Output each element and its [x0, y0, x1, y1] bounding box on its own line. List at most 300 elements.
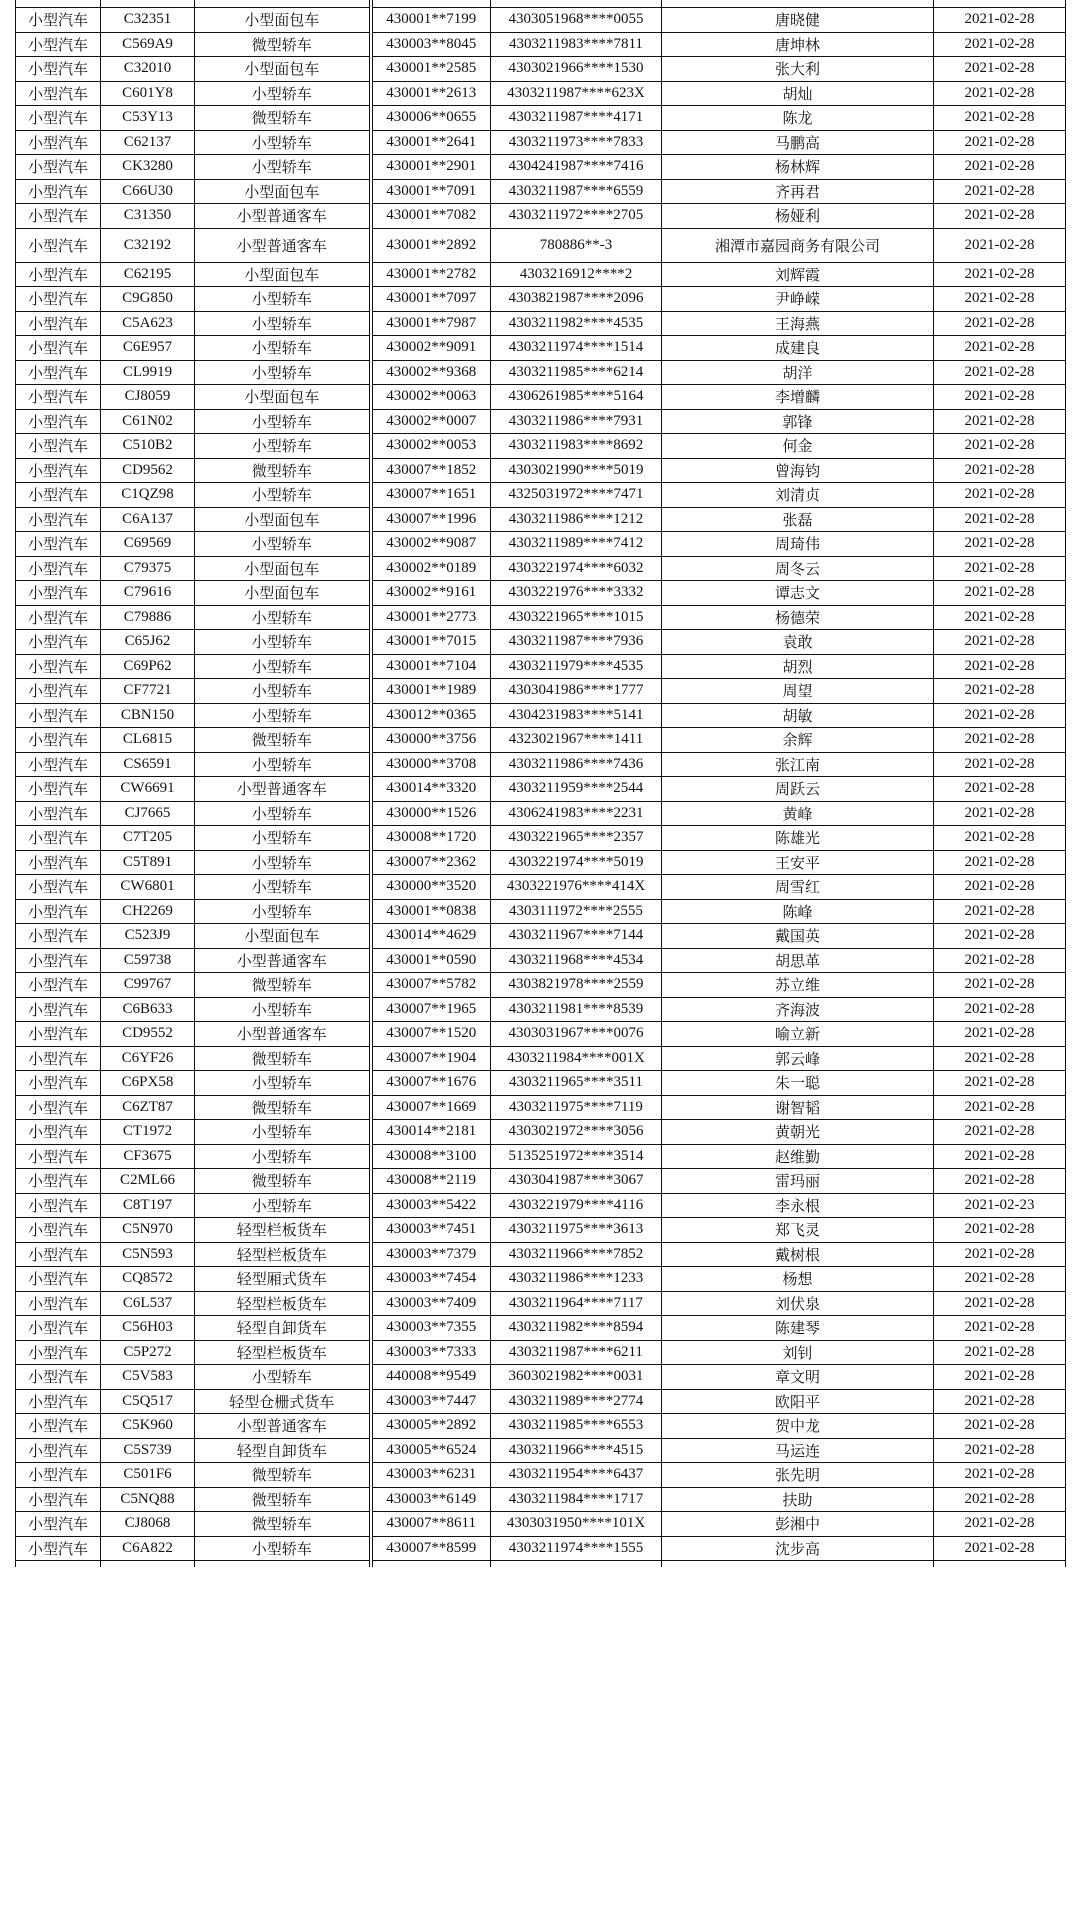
- date-cell: 2021-02-28: [934, 630, 1066, 655]
- vehicle-model-cell: 轻型厢式货车: [195, 1267, 371, 1292]
- plate-number-cell: C501F6: [101, 1463, 195, 1488]
- vehicle-type-cell: 小型汽车: [16, 1389, 101, 1414]
- date-cell: 2021-02-28: [934, 1463, 1066, 1488]
- id-number-cell: 4303211974****1514: [491, 336, 662, 361]
- date-cell: 2021-02-28: [934, 262, 1066, 287]
- owner-name-cell: 唐晓健: [662, 8, 934, 33]
- date-cell: 2021-02-28: [934, 752, 1066, 777]
- plate-number-cell: C9G850: [101, 287, 195, 312]
- vehicle-model-cell: 小型轿车: [195, 434, 371, 459]
- vehicle-type-cell: 小型汽车: [16, 875, 101, 900]
- owner-name-cell: 贺中龙: [662, 1414, 934, 1439]
- plate-number-cell: C5Q517: [101, 1389, 195, 1414]
- vehicle-model-cell: 小型轿车: [195, 605, 371, 630]
- owner-name-cell: 齐再君: [662, 179, 934, 204]
- plate-number-cell: C601Y8: [101, 81, 195, 106]
- vehicle-type-cell: 小型汽车: [16, 155, 101, 180]
- vehicle-model-cell: 小型轿车: [195, 654, 371, 679]
- code-cell: 430000**3520: [371, 875, 491, 900]
- id-number-cell: 4304241987****7416: [491, 155, 662, 180]
- owner-name-cell: 马运连: [662, 1438, 934, 1463]
- table-row: [16, 483, 1066, 508]
- id-number-cell: 4303211986****7931: [491, 409, 662, 434]
- vehicle-model-cell: 小型面包车: [195, 924, 371, 949]
- plate-number-cell: C61N02: [101, 409, 195, 434]
- owner-name-cell: 欧阳平: [662, 1389, 934, 1414]
- table-row: [16, 1316, 1066, 1341]
- vehicle-model-cell: 小型轿车: [195, 81, 371, 106]
- vehicle-type-cell: 小型汽车: [16, 703, 101, 728]
- code-cell: 430001**2613: [371, 81, 491, 106]
- vehicle-model-cell: 轻型自卸货车: [195, 1316, 371, 1341]
- table-row: [16, 287, 1066, 312]
- empty-cell: [371, 1561, 491, 1568]
- table-row: [16, 532, 1066, 557]
- owner-name-cell: 郑飞灵: [662, 1218, 934, 1243]
- plate-number-cell: C5N593: [101, 1242, 195, 1267]
- code-cell: 430002**0189: [371, 556, 491, 581]
- plate-number-cell: CF7721: [101, 679, 195, 704]
- vehicle-type-cell: 小型汽车: [16, 1193, 101, 1218]
- code-cell: 430000**3708: [371, 752, 491, 777]
- vehicle-model-cell: 小型普通客车: [195, 1022, 371, 1047]
- date-cell: 2021-02-28: [934, 1267, 1066, 1292]
- id-number-cell: 4303211986****1212: [491, 507, 662, 532]
- date-cell: 2021-02-28: [934, 801, 1066, 826]
- plate-number-cell: C6L537: [101, 1291, 195, 1316]
- plate-number-cell: CK3280: [101, 155, 195, 180]
- table-row: [16, 1365, 1066, 1390]
- id-number-cell: 4303211981****8539: [491, 997, 662, 1022]
- id-number-cell: 5135251972****3514: [491, 1144, 662, 1169]
- vehicle-model-cell: 小型普通客车: [195, 228, 371, 262]
- plate-number-cell: C8T197: [101, 1193, 195, 1218]
- id-number-cell: 4303211974****1555: [491, 1536, 662, 1561]
- id-number-cell: 4323021967****1411: [491, 728, 662, 753]
- owner-name-cell: 扶助: [662, 1487, 934, 1512]
- vehicle-type-cell: 小型汽车: [16, 899, 101, 924]
- vehicle-model-cell: 小型轿车: [195, 630, 371, 655]
- table-row: [16, 57, 1066, 82]
- owner-name-cell: 胡灿: [662, 81, 934, 106]
- code-cell: 430002**0063: [371, 385, 491, 410]
- id-number-cell: 4303021990****5019: [491, 458, 662, 483]
- date-cell: 2021-02-28: [934, 605, 1066, 630]
- date-cell: 2021-02-28: [934, 1291, 1066, 1316]
- plate-number-cell: C5P272: [101, 1340, 195, 1365]
- vehicle-model-cell: 小型面包车: [195, 8, 371, 33]
- vehicle-model-cell: 微型轿车: [195, 1046, 371, 1071]
- vehicle-type-cell: 小型汽车: [16, 1487, 101, 1512]
- owner-name-cell: 余辉: [662, 728, 934, 753]
- id-number-cell: 4303211987****4171: [491, 106, 662, 131]
- code-cell: 430001**2892: [371, 228, 491, 262]
- plate-number-cell: CD9552: [101, 1022, 195, 1047]
- owner-name-cell: 苏立维: [662, 973, 934, 998]
- code-cell: 430003**7454: [371, 1267, 491, 1292]
- vehicle-type-cell: 小型汽车: [16, 458, 101, 483]
- table-row: [16, 1218, 1066, 1243]
- code-cell: 430007**1676: [371, 1071, 491, 1096]
- plate-number-cell: C62137: [101, 130, 195, 155]
- vehicle-type-cell: 小型汽车: [16, 948, 101, 973]
- vehicle-model-cell: 小型轿车: [195, 155, 371, 180]
- id-number-cell: 4303211986****7436: [491, 752, 662, 777]
- plate-number-cell: C53Y13: [101, 106, 195, 131]
- table-row: [16, 155, 1066, 180]
- id-number-cell: 4304231983****5141: [491, 703, 662, 728]
- vehicle-type-cell: 小型汽车: [16, 311, 101, 336]
- plate-number-cell: C59738: [101, 948, 195, 973]
- code-cell: 430001**7082: [371, 204, 491, 229]
- plate-number-cell: C569A9: [101, 32, 195, 57]
- date-cell: 2021-02-28: [934, 1536, 1066, 1561]
- vehicle-type-cell: 小型汽车: [16, 1438, 101, 1463]
- owner-name-cell: 尹峥嵘: [662, 287, 934, 312]
- date-cell: 2021-02-28: [934, 850, 1066, 875]
- id-number-cell: 4303221976****3332: [491, 581, 662, 606]
- id-number-cell: 4303221979****4116: [491, 1193, 662, 1218]
- table-row: [16, 1389, 1066, 1414]
- owner-name-cell: 齐海波: [662, 997, 934, 1022]
- table-row: [16, 556, 1066, 581]
- vehicle-model-cell: 轻型栏板货车: [195, 1242, 371, 1267]
- owner-name-cell: 袁敢: [662, 630, 934, 655]
- owner-name-cell: 郭云峰: [662, 1046, 934, 1071]
- empty-cell: [101, 1561, 195, 1568]
- empty-cell: [662, 1561, 934, 1568]
- owner-name-cell: 沈步高: [662, 1536, 934, 1561]
- date-cell: 2021-02-28: [934, 1071, 1066, 1096]
- date-cell: 2021-02-28: [934, 556, 1066, 581]
- vehicle-type-cell: 小型汽车: [16, 1316, 101, 1341]
- vehicle-model-cell: 小型轿车: [195, 899, 371, 924]
- table-row: [16, 1169, 1066, 1194]
- empty-cell: [491, 0, 662, 8]
- owner-name-cell: 王海燕: [662, 311, 934, 336]
- code-cell: 430012**0365: [371, 703, 491, 728]
- plate-number-cell: C6ZT87: [101, 1095, 195, 1120]
- plate-number-cell: C6B633: [101, 997, 195, 1022]
- id-number-cell: 4303211986****1233: [491, 1267, 662, 1292]
- vehicle-type-cell: 小型汽车: [16, 1095, 101, 1120]
- table-row: [16, 850, 1066, 875]
- table-row: [16, 1022, 1066, 1047]
- owner-name-cell: 杨林辉: [662, 155, 934, 180]
- owner-name-cell: 陈雄光: [662, 826, 934, 851]
- vehicle-model-cell: 轻型栏板货车: [195, 1340, 371, 1365]
- table-row: [16, 1536, 1066, 1561]
- date-cell: 2021-02-28: [934, 1487, 1066, 1512]
- table-row: [16, 409, 1066, 434]
- vehicle-type-cell: 小型汽车: [16, 360, 101, 385]
- vehicle-type-cell: 小型汽车: [16, 1291, 101, 1316]
- vehicle-model-cell: 小型轿车: [195, 1120, 371, 1145]
- table-row: [16, 1291, 1066, 1316]
- code-cell: 430007**1852: [371, 458, 491, 483]
- date-cell: 2021-02-28: [934, 106, 1066, 131]
- vehicle-model-cell: 微型轿车: [195, 458, 371, 483]
- date-cell: 2021-02-28: [934, 81, 1066, 106]
- table-row: [16, 385, 1066, 410]
- plate-number-cell: CJ8059: [101, 385, 195, 410]
- owner-name-cell: 李永根: [662, 1193, 934, 1218]
- plate-number-cell: C69P62: [101, 654, 195, 679]
- date-cell: 2021-02-28: [934, 1120, 1066, 1145]
- owner-name-cell: 马鹏高: [662, 130, 934, 155]
- vehicle-type-cell: 小型汽车: [16, 507, 101, 532]
- owner-name-cell: 王安平: [662, 850, 934, 875]
- date-cell: 2021-02-28: [934, 875, 1066, 900]
- table-row: [16, 204, 1066, 229]
- owner-name-cell: 刘辉霞: [662, 262, 934, 287]
- table-row: [16, 1438, 1066, 1463]
- owner-name-cell: 成建良: [662, 336, 934, 361]
- table-row: [16, 1120, 1066, 1145]
- owner-name-cell: 章文明: [662, 1365, 934, 1390]
- plate-number-cell: CD9562: [101, 458, 195, 483]
- owner-name-cell: 戴树根: [662, 1242, 934, 1267]
- id-number-cell: 4303221974****5019: [491, 850, 662, 875]
- code-cell: 430003**7333: [371, 1340, 491, 1365]
- date-cell: 2021-02-28: [934, 458, 1066, 483]
- plate-number-cell: CJ7665: [101, 801, 195, 826]
- id-number-cell: 4303211973****7833: [491, 130, 662, 155]
- plate-number-cell: C6PX58: [101, 1071, 195, 1096]
- id-number-cell: 4303211979****4535: [491, 654, 662, 679]
- owner-name-cell: 杨娅利: [662, 204, 934, 229]
- vehicle-type-cell: 小型汽车: [16, 1536, 101, 1561]
- vehicle-model-cell: 小型轿车: [195, 752, 371, 777]
- code-cell: 430003**7379: [371, 1242, 491, 1267]
- owner-name-cell: 杨想: [662, 1267, 934, 1292]
- code-cell: 430007**8611: [371, 1512, 491, 1537]
- vehicle-type-cell: 小型汽车: [16, 409, 101, 434]
- id-number-cell: 3603021982****0031: [491, 1365, 662, 1390]
- id-number-cell: 4303211985****6553: [491, 1414, 662, 1439]
- id-number-cell: 4303211982****8594: [491, 1316, 662, 1341]
- owner-name-cell: 曾海钧: [662, 458, 934, 483]
- vehicle-type-cell: 小型汽车: [16, 204, 101, 229]
- code-cell: 430007**1520: [371, 1022, 491, 1047]
- table-row: [16, 507, 1066, 532]
- empty-cell: [101, 0, 195, 8]
- vehicle-type-cell: 小型汽车: [16, 777, 101, 802]
- table-row: [16, 752, 1066, 777]
- table-row: [16, 311, 1066, 336]
- code-cell: 430002**9368: [371, 360, 491, 385]
- plate-number-cell: C6E957: [101, 336, 195, 361]
- code-cell: 430003**7447: [371, 1389, 491, 1414]
- code-cell: 430001**0590: [371, 948, 491, 973]
- code-cell: 430014**2181: [371, 1120, 491, 1145]
- vehicle-model-cell: 小型面包车: [195, 556, 371, 581]
- code-cell: 430007**1996: [371, 507, 491, 532]
- vehicle-type-cell: 小型汽车: [16, 826, 101, 851]
- owner-name-cell: 郭锋: [662, 409, 934, 434]
- owner-name-cell: 张先明: [662, 1463, 934, 1488]
- code-cell: 430006**0655: [371, 106, 491, 131]
- id-number-cell: 4303211966****7852: [491, 1242, 662, 1267]
- vehicle-model-cell: 轻型自卸货车: [195, 1438, 371, 1463]
- code-cell: 430007**1965: [371, 997, 491, 1022]
- vehicle-model-cell: 小型面包车: [195, 262, 371, 287]
- code-cell: 430005**6524: [371, 1438, 491, 1463]
- id-number-cell: 4303211987****6559: [491, 179, 662, 204]
- code-cell: 430001**7097: [371, 287, 491, 312]
- vehicle-type-cell: 小型汽车: [16, 1046, 101, 1071]
- plate-number-cell: C5V583: [101, 1365, 195, 1390]
- id-number-cell: 4303211968****4534: [491, 948, 662, 973]
- plate-number-cell: CL9919: [101, 360, 195, 385]
- id-number-cell: 4303211959****2544: [491, 777, 662, 802]
- vehicle-type-cell: 小型汽车: [16, 434, 101, 459]
- owner-name-cell: 周跃云: [662, 777, 934, 802]
- date-cell: 2021-02-28: [934, 1316, 1066, 1341]
- vehicle-model-cell: 微型轿车: [195, 1169, 371, 1194]
- code-cell: 430001**7199: [371, 8, 491, 33]
- id-number-cell: 4303211983****8692: [491, 434, 662, 459]
- vehicle-model-cell: 小型面包车: [195, 507, 371, 532]
- owner-name-cell: 李增麟: [662, 385, 934, 410]
- id-number-cell: 4303041986****1777: [491, 679, 662, 704]
- vehicle-type-cell: 小型汽车: [16, 728, 101, 753]
- owner-name-cell: 谢智韬: [662, 1095, 934, 1120]
- id-number-cell: 4306241983****2231: [491, 801, 662, 826]
- code-cell: 430001**2782: [371, 262, 491, 287]
- id-number-cell: 4306261985****5164: [491, 385, 662, 410]
- table-row: [16, 630, 1066, 655]
- plate-number-cell: CW6801: [101, 875, 195, 900]
- id-number-cell: 4303216912****2: [491, 262, 662, 287]
- code-cell: 430000**3756: [371, 728, 491, 753]
- table-body: [16, 0, 1066, 1567]
- plate-number-cell: C6YF26: [101, 1046, 195, 1071]
- owner-name-cell: 胡洋: [662, 360, 934, 385]
- id-number-cell: 4303111972****2555: [491, 899, 662, 924]
- owner-name-cell: 刘伏泉: [662, 1291, 934, 1316]
- code-cell: 430001**7091: [371, 179, 491, 204]
- date-cell: 2021-02-28: [934, 483, 1066, 508]
- plate-number-cell: C6A137: [101, 507, 195, 532]
- table-row: [16, 179, 1066, 204]
- vehicle-type-cell: 小型汽车: [16, 1071, 101, 1096]
- vehicle-model-cell: 小型普通客车: [195, 777, 371, 802]
- table-row: [16, 1046, 1066, 1071]
- date-cell: 2021-02-28: [934, 1389, 1066, 1414]
- vehicle-model-cell: 小型轿车: [195, 997, 371, 1022]
- vehicle-model-cell: 小型轿车: [195, 703, 371, 728]
- plate-number-cell: C5NQ88: [101, 1487, 195, 1512]
- vehicle-type-cell: 小型汽车: [16, 679, 101, 704]
- date-cell: 2021-02-28: [934, 899, 1066, 924]
- code-cell: 430001**7104: [371, 654, 491, 679]
- vehicle-model-cell: 小型普通客车: [195, 948, 371, 973]
- vehicle-type-cell: 小型汽车: [16, 32, 101, 57]
- table-row: [16, 654, 1066, 679]
- id-number-cell: 4303211954****6437: [491, 1463, 662, 1488]
- id-number-cell: 4303031967****0076: [491, 1022, 662, 1047]
- plate-number-cell: CS6591: [101, 752, 195, 777]
- date-cell: 2021-02-28: [934, 581, 1066, 606]
- plate-number-cell: C1QZ98: [101, 483, 195, 508]
- date-cell: 2021-02-28: [934, 336, 1066, 361]
- code-cell: 430003**7409: [371, 1291, 491, 1316]
- date-cell: 2021-02-28: [934, 228, 1066, 262]
- id-number-cell: 4303211987****623X: [491, 81, 662, 106]
- vehicle-model-cell: 小型轿车: [195, 826, 371, 851]
- owner-name-cell: 赵维勤: [662, 1144, 934, 1169]
- date-cell: 2021-02-28: [934, 973, 1066, 998]
- vehicle-type-cell: 小型汽车: [16, 287, 101, 312]
- date-cell: 2021-02-28: [934, 948, 1066, 973]
- date-cell: 2021-02-28: [934, 1144, 1066, 1169]
- code-cell: 430002**9161: [371, 581, 491, 606]
- date-cell: 2021-02-28: [934, 924, 1066, 949]
- date-cell: 2021-02-28: [934, 777, 1066, 802]
- vehicle-model-cell: 小型轿车: [195, 287, 371, 312]
- code-cell: 430001**2641: [371, 130, 491, 155]
- vehicle-type-cell: 小型汽车: [16, 997, 101, 1022]
- vehicle-model-cell: 小型轿车: [195, 409, 371, 434]
- plate-number-cell: CJ8068: [101, 1512, 195, 1537]
- vehicle-type-cell: 小型汽车: [16, 106, 101, 131]
- owner-name-cell: 湘潭市嘉园商务有限公司: [662, 228, 934, 262]
- vehicle-type-cell: 小型汽车: [16, 1365, 101, 1390]
- empty-cell: [491, 1561, 662, 1568]
- owner-name-cell: 张江南: [662, 752, 934, 777]
- plate-number-cell: C79375: [101, 556, 195, 581]
- table-row: [16, 1463, 1066, 1488]
- vehicle-type-cell: 小型汽车: [16, 1242, 101, 1267]
- id-number-cell: 4303221976****414X: [491, 875, 662, 900]
- vehicle-model-cell: 小型轿车: [195, 1536, 371, 1561]
- table-row: [16, 605, 1066, 630]
- vehicle-type-cell: 小型汽车: [16, 262, 101, 287]
- date-cell: 2021-02-28: [934, 434, 1066, 459]
- vehicle-type-cell: 小型汽车: [16, 630, 101, 655]
- owner-name-cell: 胡敏: [662, 703, 934, 728]
- code-cell: 430008**3100: [371, 1144, 491, 1169]
- plate-number-cell: CBN150: [101, 703, 195, 728]
- vehicle-type-cell: 小型汽车: [16, 179, 101, 204]
- vehicle-type-cell: 小型汽车: [16, 532, 101, 557]
- code-cell: 430003**7451: [371, 1218, 491, 1243]
- owner-name-cell: 周冬云: [662, 556, 934, 581]
- id-number-cell: 4303211987****6211: [491, 1340, 662, 1365]
- empty-cell: [195, 0, 371, 8]
- table-row: [16, 801, 1066, 826]
- vehicle-type-cell: 小型汽车: [16, 483, 101, 508]
- date-cell: 2021-02-28: [934, 1095, 1066, 1120]
- table-row: [16, 581, 1066, 606]
- code-cell: 430001**0838: [371, 899, 491, 924]
- code-cell: 430003**6231: [371, 1463, 491, 1488]
- table-row: [16, 1071, 1066, 1096]
- owner-name-cell: 彭湘中: [662, 1512, 934, 1537]
- table-row: [16, 228, 1066, 262]
- table-row: [16, 973, 1066, 998]
- vehicle-model-cell: 小型轿车: [195, 311, 371, 336]
- vehicle-type-cell: 小型汽车: [16, 1414, 101, 1439]
- vehicle-model-cell: 小型面包车: [195, 385, 371, 410]
- owner-name-cell: 张磊: [662, 507, 934, 532]
- owner-name-cell: 周琦伟: [662, 532, 934, 557]
- id-number-cell: 4303051968****0055: [491, 8, 662, 33]
- vehicle-type-cell: 小型汽车: [16, 130, 101, 155]
- id-number-cell: 4325031972****7471: [491, 483, 662, 508]
- code-cell: 430001**2773: [371, 605, 491, 630]
